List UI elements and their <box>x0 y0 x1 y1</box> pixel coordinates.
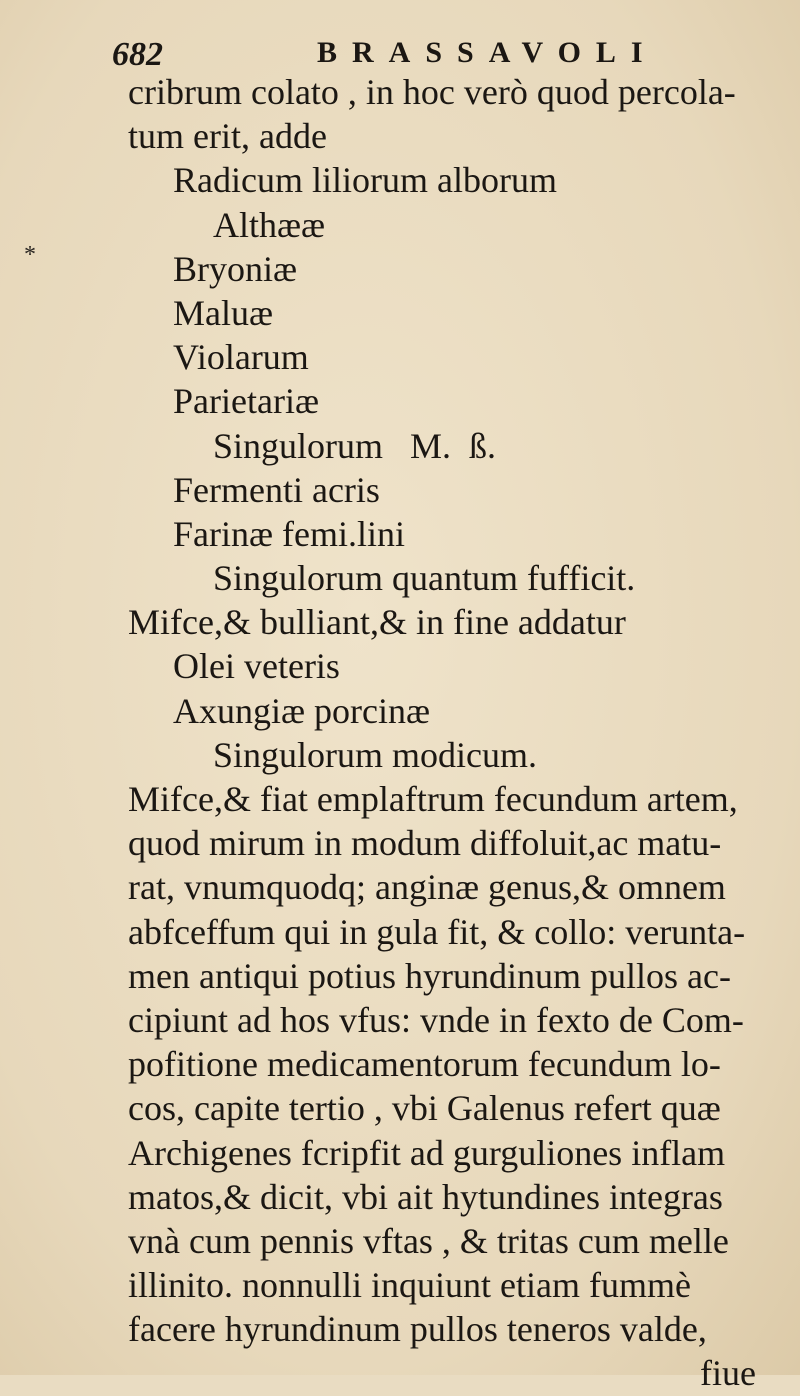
text-line: cos, capite tertio , vbi Galenus refert quæ <box>128 1088 721 1129</box>
text-line: Archigenes fcripfit ad gurguliones inflam <box>128 1132 726 1173</box>
text-line: Farinæ femi.lini <box>173 513 405 554</box>
text-line: vnà cum pennis vftas , & tritas cum melle <box>128 1220 729 1261</box>
text-line: tum erit, adde <box>128 116 327 157</box>
page-number: 682 <box>112 36 163 73</box>
text-line: pofitione medicamentorum fecundum lo- <box>128 1044 721 1085</box>
text-line: Parietariæ <box>173 381 319 422</box>
text-line: Singulorum M. ß. <box>213 425 497 466</box>
text-line: illinito. nonnulli inquiunt etiam fummè <box>128 1265 691 1306</box>
text-line: Mifce,& fiat emplaftrum fecundum artem, <box>128 779 738 819</box>
text-line: men antiqui potius hyrundinum pullos ac- <box>128 955 731 996</box>
text-line: Violarum <box>173 337 309 378</box>
text-line: Althææ <box>213 204 326 245</box>
body-text <box>128 70 800 1396</box>
text-line: Axungiæ porcinæ <box>173 690 430 731</box>
text-line: Singulorum quantum fufficit. <box>213 558 636 599</box>
text-line: cribrum colato , in hoc verò quod percola- <box>128 72 736 112</box>
text-line: quod mirum in modum diffoluit,ac matu- <box>128 823 722 864</box>
text-line: matos,& dicit, vbi ait hytundines integras <box>128 1176 723 1217</box>
catchword: fiue <box>700 1353 756 1394</box>
text-line: Singulorum modicum. <box>213 734 537 775</box>
text-line: Fermenti acris <box>173 469 380 510</box>
text-line: Maluæ <box>173 292 274 333</box>
text-line: Olei veteris <box>173 646 340 687</box>
text-line: rat, vnumquodq; anginæ genus,& omnem <box>128 867 726 908</box>
running-head: BRASSAVOLI <box>317 36 658 69</box>
text-line: Bryoniæ <box>173 248 298 289</box>
text-line: Mifce,& bulliant,& in fine addatur <box>128 602 626 643</box>
margin-mark: * <box>24 242 36 268</box>
text-line: cipiunt ad hos vfus: vnde in fexto de Com- <box>128 999 744 1040</box>
text-line: facere hyrundinum pullos teneros valde, <box>128 1309 707 1350</box>
text-line: abfceffum qui in gula fit, & collo: verunta- <box>128 911 746 952</box>
text-line: Radicum liliorum alborum <box>173 160 557 201</box>
